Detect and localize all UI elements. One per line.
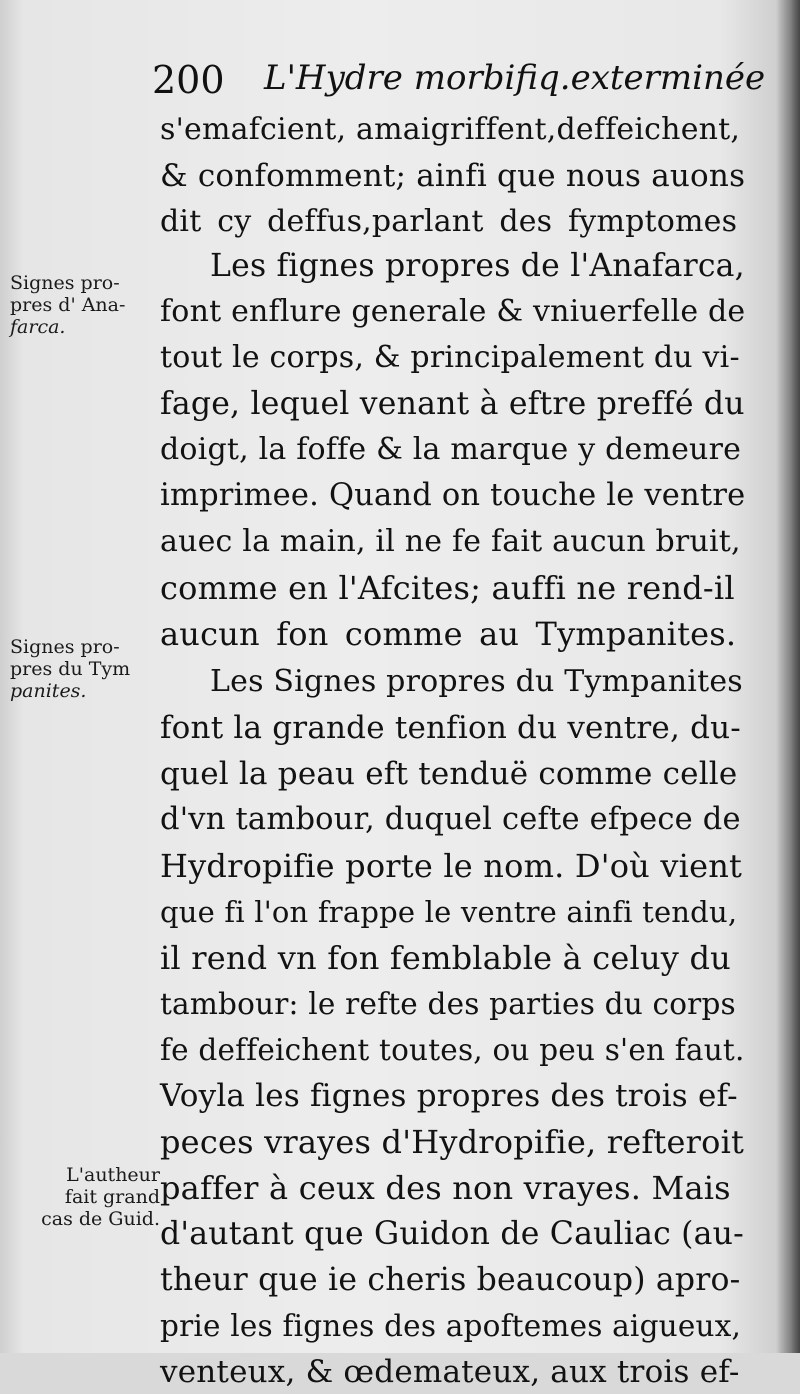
margin-note-line: farca. (10, 316, 66, 338)
text-line: comme en l'Afcites; auffi ne rend-il (160, 569, 735, 607)
text-line: paffer à ceux des non vrayes. Mais (160, 1169, 731, 1207)
text-line: & confomment; ainfi que nous auons (160, 158, 746, 194)
text-line: Les fignes propres de l'Anafarca, (210, 248, 745, 284)
text-line: d'vn tambour, duquel cefte efpece de (160, 802, 741, 837)
margin-note-line: fait grand (64, 1186, 160, 1208)
text-line: Voyla les fignes propres des trois ef- (160, 1078, 738, 1114)
text-line: Les Signes propres du Tympanites (210, 664, 743, 699)
text-line: s'emafcient, amaigriffent,deffeichent, (160, 112, 741, 147)
text-line: auec la main, il ne fe fait aucun bruit, (160, 524, 741, 559)
text-line: imprimee. Quand on touche le ventre (160, 478, 746, 513)
text-line: quel la peau eft tenduë comme celle (160, 756, 738, 792)
margin-note-anasarca (10, 272, 160, 338)
margin-note-tympanites (10, 636, 160, 702)
text-line: venteux, & œdemateux, aux trois ef- (160, 1354, 740, 1390)
text-line: tambour: le refte des parties du corps (160, 987, 736, 1021)
text-line: tout le corps, & principalement du vi- (160, 340, 740, 375)
text-line: aucun fon comme au Tympanites. (160, 615, 737, 653)
margin-note-line: Signes pro- (10, 636, 120, 658)
page-spine-shadow (776, 0, 800, 1353)
margin-note-line: panites. (10, 680, 87, 702)
text-line: il rend vn fon femblable à celuy du (160, 939, 731, 977)
text-line: que fi l'on frappe le ventre ainfi tendu, (160, 895, 738, 929)
margin-note-line: L'autheur (66, 1164, 160, 1186)
page-number: 200 (152, 58, 225, 102)
running-title: L'Hydre morbifiq.exterminée (264, 58, 766, 98)
text-line: doigt, la foffe & la marque y demeure (160, 432, 742, 467)
page-header (152, 58, 766, 108)
text-line: prie les fignes des apoftemes aigueux, (160, 1309, 742, 1343)
margin-note-line: Signes pro- (10, 272, 120, 294)
text-line: font la grande tenfion du ventre, du- (160, 710, 741, 746)
margin-note-line: cas de Guid. (41, 1208, 160, 1230)
text-line: theur que ie cheris beaucoup) apro- (160, 1262, 741, 1298)
text-line: font enflure generale & vniuerfelle de (160, 294, 746, 329)
text-line: dit cy deffus,parlant des fymptomes (160, 204, 738, 239)
text-line: peces vrayes d'Hydropifie, refteroit (160, 1123, 745, 1161)
text-line: Hydropifie porte le nom. D'où vient (160, 847, 743, 885)
margin-note-line: pres d' Ana- (10, 294, 126, 316)
text-line: fe deffeichent toutes, ou peu s'en faut. (160, 1033, 745, 1067)
margin-note-line: pres du Tym (10, 658, 131, 680)
margin-note-guidon (36, 1164, 160, 1230)
text-line: fage, lequel venant à eftre preffé du (160, 386, 745, 422)
text-line: d'autant que Guidon de Cauliac (au- (160, 1216, 744, 1252)
